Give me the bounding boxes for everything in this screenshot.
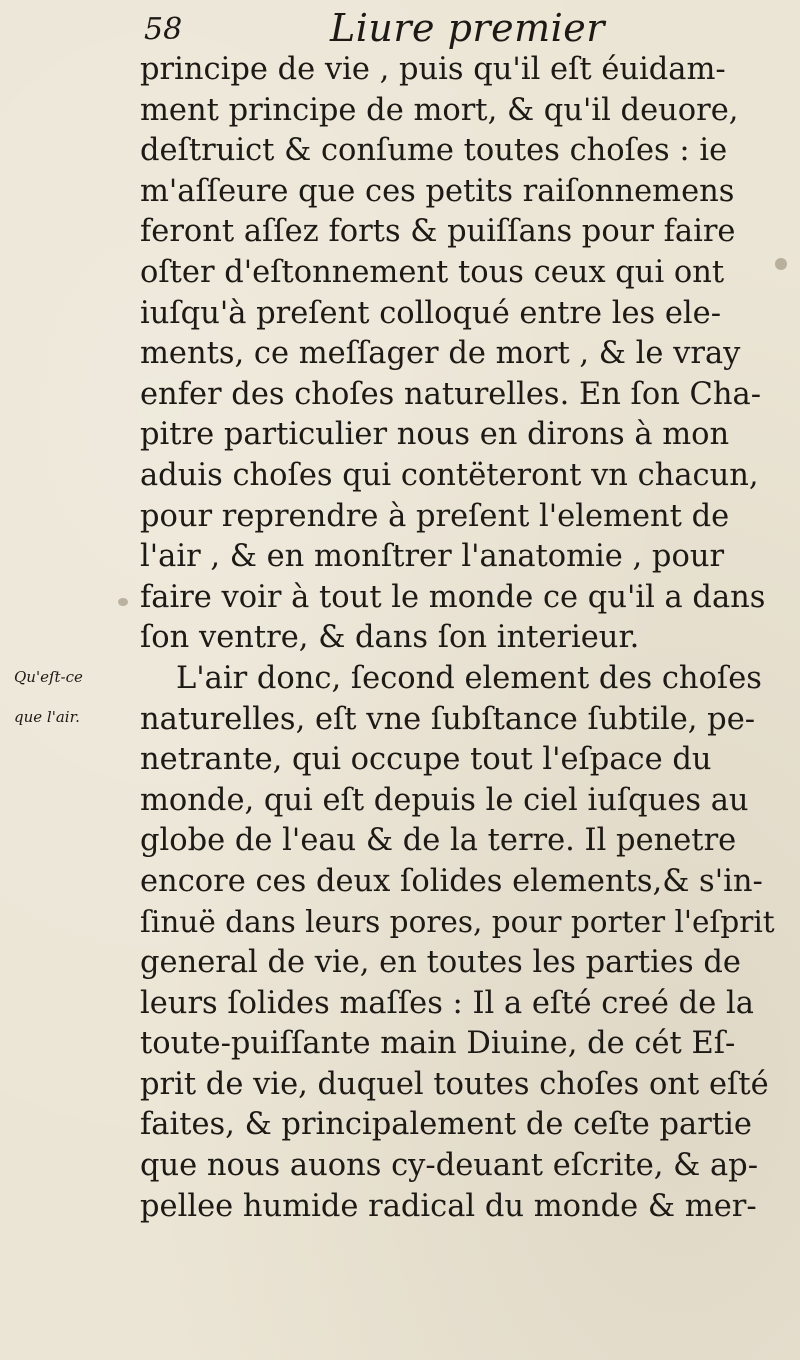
body-text [140,50,780,1227]
text-line: l'air , & en monſtrer l'anatomie , pour [140,539,725,575]
text-line: aduis choſes qui contëteront vn chacun, [140,457,759,493]
marginal-note-line: que l'air. [14,708,80,726]
text-line: feront aſſez forts & puiſſans pour faire [140,214,736,250]
text-line: leurs ſolides maſſes : Il a eſté creé de la [140,985,754,1021]
page-header [120,6,680,54]
text-line: toute-puiſſante main Diuine, de cét Eſ- [140,1026,736,1062]
text-line: L'air donc, ſecond element des choſes [176,660,762,696]
ink-spot [118,598,128,606]
text-line: m'aſſeure que ces petits raiſonnemens [140,173,735,209]
text-line: pour reprendre à preſent l'element de [140,498,730,534]
page-number: 58 [144,12,183,47]
text-line: ments, ce meſſager de mort , & le vray [140,336,741,372]
text-line: ſinuë dans leurs pores, pour porter l'eſprit [140,905,775,940]
text-line: iuſqu'à preſent colloqué entre les ele- [140,295,722,331]
text-line: encore ces deux ſolides elements,& s'in- [140,863,763,899]
text-line: faire voir à tout le monde ce qu'il a dans [140,579,766,615]
text-line: ſon ventre, & dans ſon interieur. [140,620,640,656]
text-line: globe de l'eau & de la terre. Il penetre [140,823,737,859]
text-line: naturelles, eſt vne ſubſtance ſubtile, pe- [140,701,756,737]
text-line: ment principe de mort, & qu'il deuore, [140,92,739,128]
text-line: principe de vie , puis qu'il eſt éuidam- [140,52,726,87]
text-line: oſter d'eſtonnement tous ceux qui ont [140,254,725,290]
text-line: deſtruict & conſume toutes choſes : ie [140,133,728,169]
text-line: monde, qui eſt depuis le ciel iuſques au [140,782,749,818]
text-line: pitre particulier nous en dirons à mon [140,417,730,453]
marginal-note-line: Qu'eſt-ce [14,668,83,686]
text-line: prit de vie, duquel toutes choſes ont eſté [140,1066,769,1102]
text-line: general de vie, en toutes les parties de [140,945,741,981]
text-line: enfer des choſes naturelles. En ſon Cha- [140,376,762,412]
marginal-note [14,657,124,737]
text-line: pellee humide radical du monde & mer- [140,1188,757,1224]
ink-spot [775,258,787,270]
text-line: faites, & principalement de ceſte partie [140,1107,752,1143]
text-line: netrante, qui occupe tout l'eſpace du [140,742,712,778]
running-title: Liure premier [330,6,605,50]
text-line: que nous auons cy-deuant eſcrite, & ap- [140,1148,759,1184]
